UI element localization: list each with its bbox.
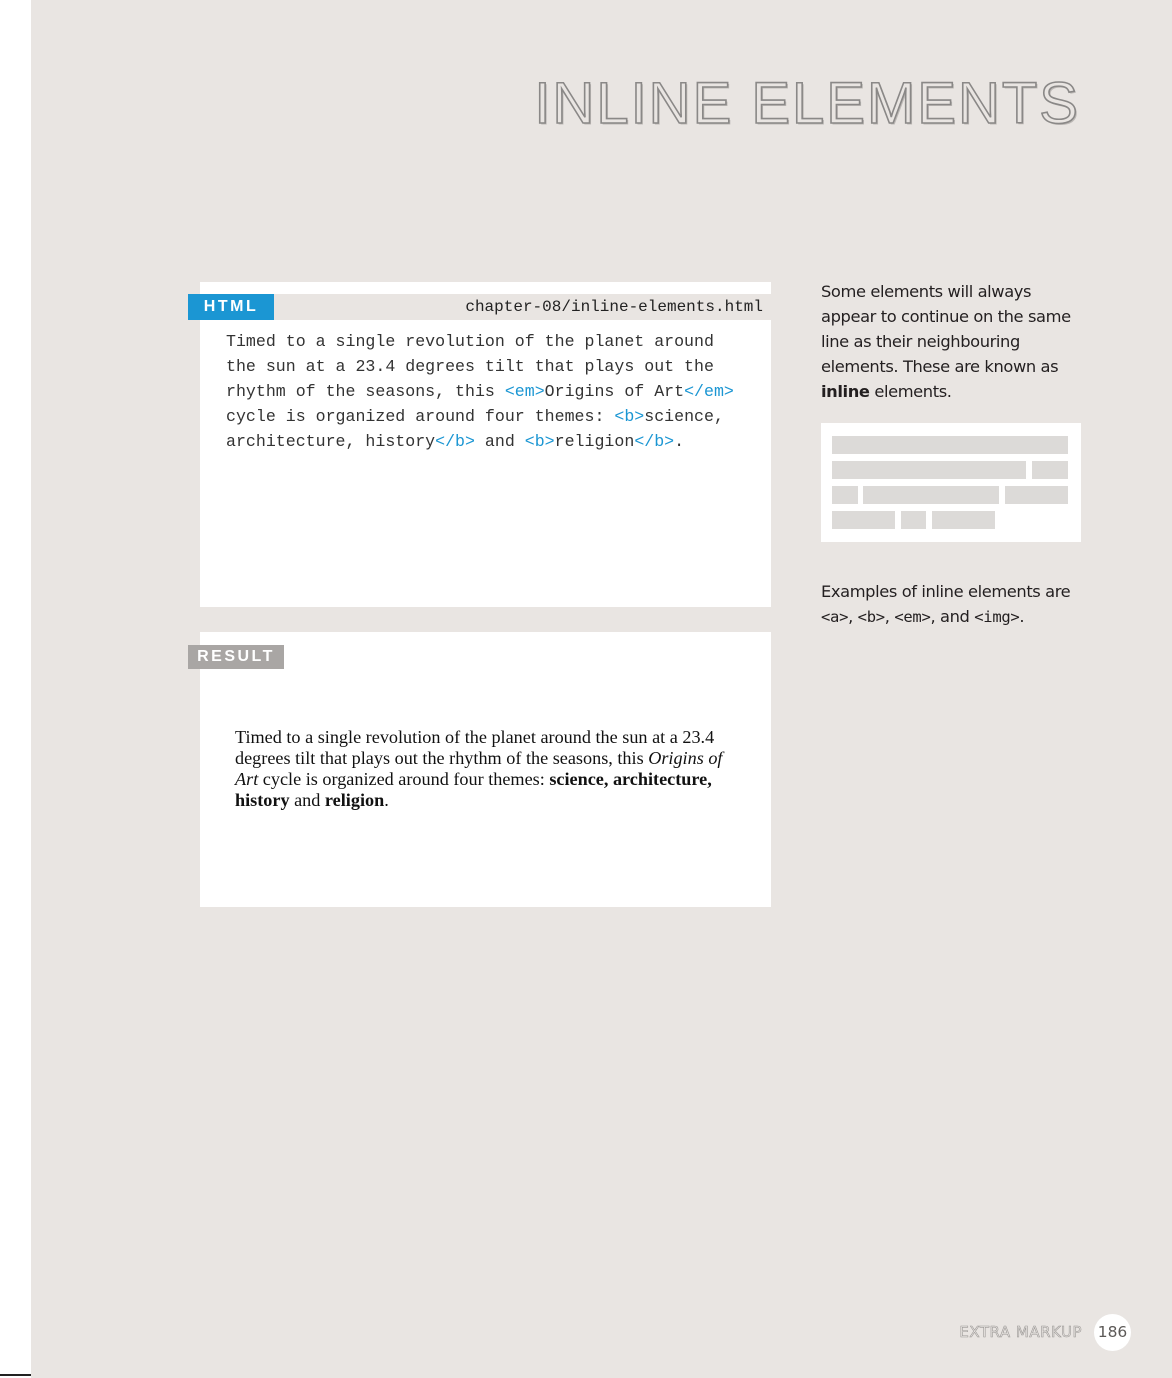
diagram-line-bar — [832, 436, 1068, 454]
code-text-token: . — [674, 432, 685, 451]
code-filename: chapter-08/inline-elements.html — [465, 298, 763, 316]
diagram-line-bar — [832, 511, 895, 529]
example-element-b: <b> — [857, 608, 885, 626]
rendered-result-paragraph — [235, 727, 747, 811]
code-text-token: Origins of Art — [544, 382, 685, 401]
code-tag-token: </b> — [634, 432, 675, 451]
code-text-token: and — [474, 432, 525, 451]
page-gutter-rule — [0, 1374, 31, 1376]
code-text-token: the sun at a 23.4 degrees tilt that plays out the — [226, 357, 714, 376]
page-title: INLINE ELEMENTS — [534, 71, 1080, 136]
code-text-token: rhythm of the seasons, this — [226, 382, 505, 401]
code-listing — [226, 329, 766, 454]
code-text-token: science, — [644, 407, 724, 426]
examples-separator: , and — [930, 607, 975, 626]
diagram-line-bar — [863, 486, 999, 504]
code-tag-token: <b> — [524, 432, 555, 451]
code-line — [226, 354, 766, 379]
code-tag-token: </b> — [435, 432, 475, 451]
example-element-em: <em> — [894, 608, 931, 626]
example-element-a: <a> — [821, 608, 849, 626]
diagram-line-bar — [832, 461, 1026, 479]
result-normal-text: . — [384, 790, 389, 810]
html-tag-label: HTML — [188, 294, 274, 320]
sidebar-examples-paragraph — [821, 579, 1083, 630]
inline-elements-diagram — [821, 423, 1081, 542]
sidebar-intro-tail: elements. — [869, 382, 952, 401]
examples-separator: , — [884, 607, 895, 626]
page-number: 186 — [1094, 1314, 1131, 1351]
examples-lead: Examples of inline elements are — [821, 582, 1071, 601]
code-text-token: cycle is organized around four themes: — [226, 407, 615, 426]
result-normal-text: Timed to a single revolution of the planet around the sun at a 23.4 degrees tilt that plays out the rhythm of the seasons, this — [235, 727, 715, 768]
diagram-line-bar — [1005, 486, 1068, 504]
result-normal-text: cycle is organized around four themes: — [258, 769, 550, 789]
examples-separator: , — [848, 607, 858, 626]
examples-tail: . — [1019, 607, 1025, 626]
code-text-token: architecture, history — [226, 432, 436, 451]
sidebar-intro-text: Some elements will always appear to continue on the same line as their neighbouring elements. These are known as — [821, 282, 1071, 376]
code-tag-token: <em> — [504, 382, 545, 401]
sidebar-intro-paragraph — [821, 279, 1083, 404]
example-element-img: <img> — [974, 608, 1020, 626]
code-line — [226, 404, 766, 429]
diagram-line-bar — [901, 511, 926, 529]
code-tag-token: <b> — [614, 407, 645, 426]
code-text-token: religion — [554, 432, 635, 451]
result-bold-text: religion — [324, 790, 385, 810]
diagram-line-bar — [932, 511, 995, 529]
result-bold-text: science, architecture, history — [235, 769, 712, 810]
diagram-line-bar — [832, 486, 858, 504]
code-line — [226, 329, 766, 354]
result-tag-label: RESULT — [188, 645, 284, 669]
page-gutter — [0, 0, 31, 1378]
footer-section-label: EXTRA MARKUP — [959, 1323, 1082, 1341]
sidebar-intro-keyword: inline — [821, 382, 870, 401]
code-line — [226, 379, 766, 404]
diagram-line-bar — [1032, 461, 1068, 479]
code-text-token: Timed to a single revolution of the planet around — [226, 332, 714, 351]
code-tag-token: </em> — [684, 382, 734, 401]
result-normal-text: and — [289, 790, 325, 810]
result-italic-text: Origins of Art — [235, 748, 723, 789]
code-line — [226, 429, 766, 454]
